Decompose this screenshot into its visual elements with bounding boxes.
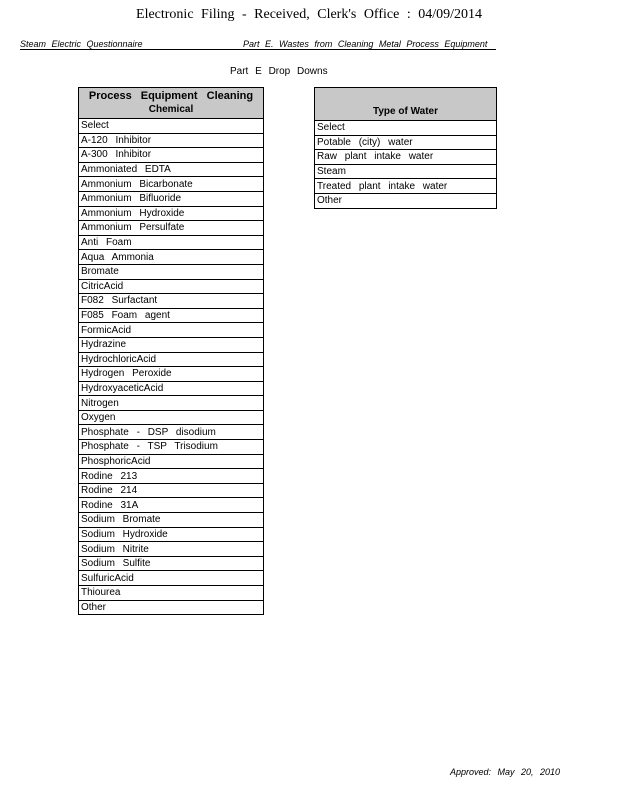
chemical-row-cell: Other xyxy=(79,600,264,615)
chemical-row xyxy=(79,542,264,557)
chemical-row xyxy=(79,133,264,148)
chemical-row xyxy=(79,221,264,236)
chemical-row-cell: Sodium Hydroxide xyxy=(79,527,264,542)
chemical-table-body xyxy=(79,119,264,615)
chemical-row-cell: Rodine 214 xyxy=(79,483,264,498)
chemical-row-cell: Ammonium Hydroxide xyxy=(79,206,264,221)
chemical-row xyxy=(79,498,264,513)
water-type-row-cell: Treated plant intake water xyxy=(315,179,497,194)
water-type-row xyxy=(315,193,497,208)
approved-date: Approved: May 20, 2010 xyxy=(450,767,561,777)
header-part-title: Part E. Wastes from Cleaning Metal Process Equipment xyxy=(243,39,488,49)
chemical-row-cell: Hydrogen Peroxide xyxy=(79,367,264,382)
header-rule xyxy=(20,49,496,50)
chemical-row xyxy=(79,469,264,484)
chemical-row-cell: HydroxyaceticAcid xyxy=(79,381,264,396)
chemical-row xyxy=(79,527,264,542)
chemical-row xyxy=(79,410,264,425)
chemical-row xyxy=(79,600,264,615)
chemical-row-cell: Rodine 31A xyxy=(79,498,264,513)
chemical-row xyxy=(79,337,264,352)
chemical-row-cell: Sodium Bromate xyxy=(79,513,264,528)
water-type-table xyxy=(314,87,497,209)
chemical-row-cell: Bromate xyxy=(79,264,264,279)
chemical-row-cell: Select xyxy=(79,119,264,134)
water-type-row-cell: Select xyxy=(315,121,497,136)
chemical-row-cell: HydrochloricAcid xyxy=(79,352,264,367)
chemical-row xyxy=(79,279,264,294)
chemical-row xyxy=(79,586,264,601)
chemical-row-cell: FormicAcid xyxy=(79,323,264,338)
chemical-row-cell: Ammonium Bifluoride xyxy=(79,191,264,206)
water-type-row xyxy=(315,135,497,150)
chemical-table xyxy=(78,87,264,615)
chemical-row-cell: Rodine 213 xyxy=(79,469,264,484)
water-type-header: Type of Water xyxy=(315,88,497,121)
chemical-row xyxy=(79,483,264,498)
filing-stamp: Electronic Filing - Received, Clerk's Office : 04/09/2014 xyxy=(136,7,482,22)
chemical-row-cell: CitricAcid xyxy=(79,279,264,294)
chemical-row xyxy=(79,177,264,192)
water-type-table-body xyxy=(315,121,497,209)
chemical-row xyxy=(79,425,264,440)
chemical-row xyxy=(79,440,264,455)
chemical-row xyxy=(79,381,264,396)
chemical-row-cell: Thiourea xyxy=(79,586,264,601)
chemical-row xyxy=(79,148,264,163)
water-type-row xyxy=(315,150,497,165)
chemical-row-cell: Ammonium Bicarbonate xyxy=(79,177,264,192)
chemical-row xyxy=(79,454,264,469)
chemical-row-cell: Anti Foam xyxy=(79,235,264,250)
chemical-row xyxy=(79,294,264,309)
chemical-row-cell: SulfuricAcid xyxy=(79,571,264,586)
chemical-row-cell: Sodium Nitrite xyxy=(79,542,264,557)
water-type-row-cell: Raw plant intake water xyxy=(315,150,497,165)
chemical-row xyxy=(79,119,264,134)
chemical-row-cell: Hydrazine xyxy=(79,337,264,352)
chemical-row-cell: A-120 Inhibitor xyxy=(79,133,264,148)
chemical-row xyxy=(79,396,264,411)
header-questionnaire-title: Steam Electric Questionnaire xyxy=(20,39,143,49)
chemical-row-cell: Oxygen xyxy=(79,410,264,425)
chemical-row-cell: A-300 Inhibitor xyxy=(79,148,264,163)
chemical-row xyxy=(79,308,264,323)
chemical-row-cell: Ammoniated EDTA xyxy=(79,162,264,177)
chemical-row-cell: Sodium Sulfite xyxy=(79,556,264,571)
chemical-row xyxy=(79,323,264,338)
chemical-row xyxy=(79,250,264,265)
chemical-row xyxy=(79,206,264,221)
water-type-row xyxy=(315,121,497,136)
chemical-row-cell: Nitrogen xyxy=(79,396,264,411)
chemical-row xyxy=(79,162,264,177)
water-type-row xyxy=(315,164,497,179)
chemical-row xyxy=(79,235,264,250)
chemical-header-line1: Process Equipment Cleaning xyxy=(88,90,254,102)
section-title: Part E Drop Downs xyxy=(230,66,328,77)
chemical-row-cell: PhosphoricAcid xyxy=(79,454,264,469)
water-type-row-cell: Potable (city) water xyxy=(315,135,497,150)
chemical-row xyxy=(79,571,264,586)
chemical-table-header xyxy=(79,88,264,119)
chemical-row xyxy=(79,191,264,206)
water-type-row-cell: Steam xyxy=(315,164,497,179)
chemical-row xyxy=(79,556,264,571)
chemical-row xyxy=(79,352,264,367)
water-type-row xyxy=(315,179,497,194)
chemical-row-cell: F082 Surfactant xyxy=(79,294,264,309)
chemical-row-cell: Phosphate - DSP disodium xyxy=(79,425,264,440)
chemical-row-cell: F085 Foam agent xyxy=(79,308,264,323)
chemical-row-cell: Phosphate - TSP Trisodium xyxy=(79,440,264,455)
water-type-row-cell: Other xyxy=(315,193,497,208)
chemical-header-line2: Chemical xyxy=(148,104,194,115)
chemical-row xyxy=(79,367,264,382)
chemical-row xyxy=(79,513,264,528)
chemical-row-cell: Ammonium Persulfate xyxy=(79,221,264,236)
chemical-row-cell: Aqua Ammonia xyxy=(79,250,264,265)
chemical-row xyxy=(79,264,264,279)
